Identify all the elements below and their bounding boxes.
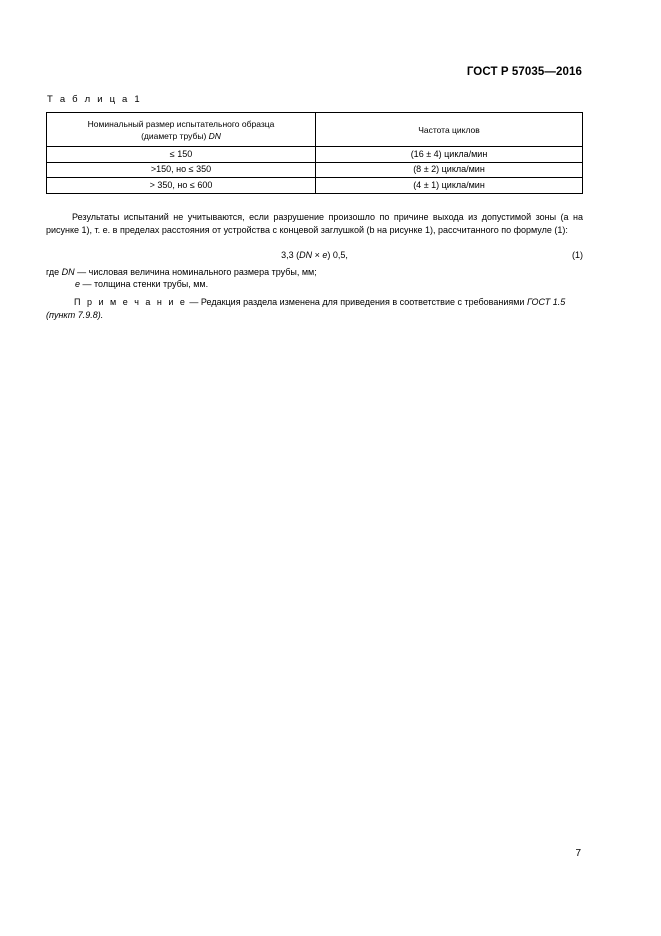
table-row [47,147,583,163]
table-row [47,162,583,178]
table-header-row [47,113,583,147]
note-label: П р и м е ч а н и е [74,297,187,307]
where-dn: где DN — числовая величина номинального размера трубы, мм; [46,267,317,277]
table-header-frequency: Частота циклов [316,113,583,147]
table-cell-size: > 350, но ≤ 600 [47,178,316,194]
table-cell-frequency: (16 ± 4) цикла/мин [316,147,583,163]
results-paragraph: Результаты испытаний не учитываются, если разрушение произошло по причине выхода из допустимой зоны (а на рисунке 1), т. е. в пределах расстояния от устройства с концевой заглушкой (b на рисунке 1), рассчитанного по формуле (1): [46,212,583,235]
table-cell-frequency: (8 ± 2) цикла/мин [316,162,583,178]
formula: 3,3 (DN × e) 0,5, [281,250,348,260]
note-paragraph: П р и м е ч а н и е — Редакция раздела изменена для приведения в соответствие с требованиями ГОСТ 1.5 (пункт 7.9.8). [46,297,566,320]
table-row [47,178,583,194]
where-e: е — толщина стенки трубы, мм. [75,279,209,289]
formula-line [46,250,583,263]
page-number: 7 [575,848,581,859]
formula-number: (1) [572,250,583,260]
table-header-size: Номинальный размер испытательного образца (диаметр трубы) DN [47,113,316,147]
table-cell-frequency: (4 ± 1) цикла/мин [316,178,583,194]
table-cell-size: >150, но ≤ 350 [47,162,316,178]
note-reference: ГОСТ 1.5 (пункт 7.9.8). [46,297,566,320]
table-caption: Т а б л и ц а 1 [47,94,142,105]
cycle-frequency-table [46,112,583,194]
table-cell-size: ≤ 150 [47,147,316,163]
document-id: ГОСТ Р 57035—2016 [466,66,582,78]
